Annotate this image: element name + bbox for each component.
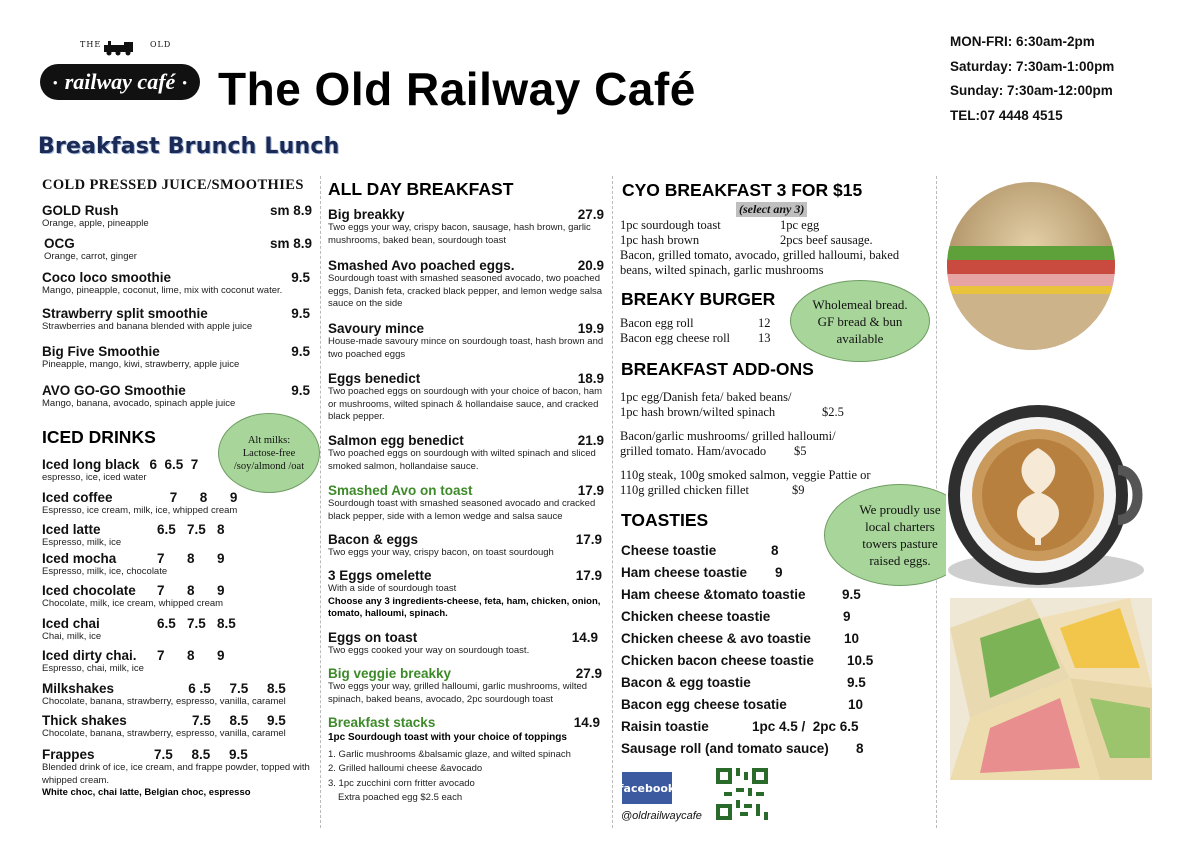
toastie-price: 9 (775, 565, 783, 580)
item-desc: 1pc Sourdough toast with your choice of toppings (328, 732, 567, 743)
toastie-price: 8 (856, 741, 864, 756)
addon-price: $2.5 (822, 405, 844, 419)
item-price: 18.9 (577, 371, 604, 386)
item-price: 7.5 8.5 9.5 (154, 747, 248, 762)
item-desc: Two eggs cooked your way on sourdough toast. (328, 645, 530, 656)
addon-line (620, 483, 805, 498)
toastie-item: Bacon egg cheese tosatie (621, 697, 787, 712)
item-name: GOLD Rush (42, 203, 119, 218)
item-desc: Orange, carrot, ginger (44, 251, 137, 262)
addon-line (620, 405, 844, 420)
item-price: sm 8.9 (269, 203, 312, 218)
item-price: 7 8 9 (157, 551, 225, 566)
item-price: 14.9 (571, 630, 598, 645)
item-desc: Sourdough toast with smashed seasoned avocado and cracked black pepper, side with a lemon wedge and salsa sauce (328, 498, 596, 522)
item-price: 9.5 (291, 383, 310, 398)
iced-item (42, 490, 237, 518)
item-name: Strawberry split smoothie (42, 306, 208, 321)
juice-item (42, 306, 310, 334)
iced-item (42, 457, 198, 485)
item-name: Bacon & eggs (328, 532, 419, 547)
cyo-extra: Bacon, grilled tomato, avocado, grilled halloumi, baked beans, wilted spinach, garlic mushrooms (620, 248, 900, 277)
item-desc: Chocolate, banana, strawberry, espresso, vanilla, caramel (42, 696, 286, 707)
toastie-item: Ham cheese &tomato toastie (621, 587, 806, 602)
toastie-item: Cheese toastie (621, 543, 717, 558)
toastie-photo (950, 598, 1152, 780)
breakfast-heading: ALL DAY BREAKFAST (328, 179, 514, 199)
addon-price: $9 (792, 483, 805, 497)
breakfast-item (328, 568, 602, 621)
item-desc: Two eggs your way, grilled halloumi, garlic mushrooms, wilted spinach, baked beans, avocado, 2pc sourdough toast (328, 681, 588, 705)
bread-bubble-text: Wholemeal bread. GF bread & bun available (812, 296, 908, 346)
alt-milks-text: Alt milks: Lactose-free /soy/almond /oat (233, 434, 305, 472)
iced-item (42, 747, 314, 800)
bread-bubble (790, 280, 930, 362)
qr-code-icon[interactable] (716, 768, 768, 820)
logo-name: railway café (64, 69, 176, 94)
item-name: Iced mocha (42, 551, 117, 566)
breakfast-item (328, 715, 600, 805)
latte-photo (946, 400, 1146, 590)
iced-item (42, 551, 225, 579)
item-desc: Chai, milk, ice (42, 631, 102, 642)
train-icon (100, 40, 140, 56)
item-name: Eggs benedict (328, 371, 421, 386)
toasties-heading: TOASTIES (621, 510, 709, 530)
burger-heading: BREAKY BURGER (621, 289, 776, 309)
iced-item (42, 583, 225, 611)
item-desc (328, 386, 604, 424)
menu-subtitle: Breakfast Brunch Lunch (38, 134, 340, 159)
item-name: AVO GO-GO Smoothie (42, 383, 186, 398)
item-price: 6 .5 7.5 8.5 (188, 681, 286, 696)
item-name: Big veggie breakky (328, 666, 452, 681)
eggs-bubble-text: We proudly use local charters towers pasture raised eggs. (859, 502, 941, 568)
toastie-price: 9 (843, 609, 851, 624)
addon-line (620, 444, 807, 459)
item-price: 21.9 (577, 433, 604, 448)
juice-item (42, 383, 310, 411)
cyo-select-label: (select any 3) (736, 202, 807, 217)
item-name: Smashed Avo poached eggs. (328, 258, 515, 273)
cyo-line (620, 218, 819, 233)
stack-option: 1. Garlic mushrooms &balsamic glaze, and wilted spinach (328, 748, 571, 760)
item-price: 9.5 (291, 306, 310, 321)
item-name: Eggs on toast (328, 630, 418, 645)
cyo-option: 1pc egg (780, 218, 820, 232)
item-price: 27.9 (575, 666, 602, 681)
item-desc: Mango, pineapple, coconut, lime, mix with coconut water. (42, 285, 283, 296)
breakfast-item (328, 433, 604, 473)
item-desc: Mango, banana, avocado, spinach apple juice (42, 398, 236, 409)
item-desc: Two poached eggs on sourdough with wilted spinach and sliced smoked salmon, hollandaise sauce. (328, 448, 596, 472)
iced-item (42, 522, 225, 550)
item-desc: Chocolate, milk, ice cream, whipped cream (42, 598, 224, 609)
iced-item (42, 681, 286, 709)
item-price: 9.5 (291, 270, 310, 285)
item-desc: Sourdough toast with smashed seasoned avocado, two poached eggs, Danish feta, cracked black pepper, and lemon wedge salsa sauce on the side (328, 273, 603, 309)
breakfast-item (328, 371, 604, 424)
item-price: 7 8 9 (157, 648, 225, 663)
stack-option: 2. Grilled halloumi cheese &avocado (328, 763, 483, 774)
toastie-price: 1pc 4.5 / 2pc 6.5 (752, 719, 859, 734)
juice-item (42, 270, 310, 298)
item-desc: Espresso, chai, milk, ice (42, 663, 144, 674)
item-price: 19.9 (577, 321, 604, 336)
addon-price: $5 (794, 444, 807, 458)
breakfast-item (328, 630, 598, 658)
logo-banner: ● railway café ● (40, 64, 200, 100)
item-price: 13 (758, 331, 771, 345)
addons-heading: BREAKFAST ADD-ONS (621, 359, 814, 379)
item-desc-text: Two poached eggs on sourdough with your choice of bacon, ham or mushrooms, wilted spinach & hollandaise sauce, and cracked black pepper. (328, 386, 603, 422)
logo-small-text: THE (80, 40, 102, 49)
toastie-price: 10 (844, 631, 860, 646)
juice-item (44, 236, 312, 264)
item-desc: espresso, ice, iced water (42, 472, 147, 483)
iced-item (42, 616, 236, 644)
item-name: Iced latte (42, 522, 101, 537)
item-desc: Espresso, ice cream, milk, ice, whipped cream (42, 505, 238, 516)
toastie-price: 9.5 (847, 675, 866, 690)
item-desc-choice: Choose any 3 ingredients-cheese, feta, ham, chicken, onion, tomato, halloumi, spinach. (328, 595, 601, 619)
item-desc: Chocolate, banana, strawberry, espresso, vanilla, caramel (42, 728, 286, 739)
toastie-item: Ham cheese toastie (621, 565, 748, 580)
item-name: Big breakky (328, 207, 405, 222)
stack-extra: Extra poached egg $2.5 each (338, 792, 463, 803)
column-divider (612, 176, 613, 828)
breakfast-item (328, 666, 602, 706)
item-name: Thick shakes (42, 713, 127, 728)
cyo-line (620, 233, 873, 248)
item-desc: Espresso, milk, ice, chocolate (42, 566, 168, 577)
hours-line: Saturday: 7:30am-1:00pm (950, 58, 1115, 74)
item-price: 17.9 (575, 532, 602, 547)
item-price: sm 8.9 (269, 236, 312, 251)
frappe-flavours: White choc, chai latte, Belgian choc, espresso (42, 787, 251, 798)
item-price: 27.9 (577, 207, 604, 222)
iced-item (42, 648, 225, 676)
item-price: 7 8 9 (157, 583, 225, 598)
cyo-option: 1pc sourdough toast (620, 218, 721, 232)
iced-heading: ICED DRINKS (42, 427, 156, 447)
item-desc: Two eggs your way, crispy bacon, on toast sourdough (328, 547, 554, 558)
item-price: 20.9 (577, 258, 604, 273)
addon-text: 110g grilled chicken fillet (620, 483, 750, 497)
toastie-item: Chicken cheese toastie (621, 609, 771, 624)
item-name: Iced long black (42, 457, 140, 472)
addon-text: grilled tomato. Ham/avocado (620, 444, 767, 458)
addon-line: Bacon/garlic mushrooms/ grilled halloumi/ (620, 429, 836, 443)
item-desc: Orange, apple, pineapple (42, 218, 149, 229)
item-price: 17.9 (575, 568, 602, 583)
addon-text: 1pc hash brown/wilted spinach (620, 405, 776, 419)
cyo-option: 1pc hash brown (620, 233, 700, 247)
item-price: 17.9 (577, 483, 604, 498)
item-name: Bacon egg roll (620, 316, 694, 330)
breakfast-item (328, 207, 604, 247)
item-name: Breakfast stacks (328, 715, 436, 730)
item-name: OCG (44, 236, 75, 251)
item-desc: Espresso, milk, ice (42, 537, 122, 548)
item-name: Big Five Smoothie (42, 344, 160, 359)
item-desc: With a side of sourdough toast (328, 583, 457, 594)
item-price: 7.5 8.5 9.5 (191, 713, 286, 728)
item-desc: House-made savoury mince on sourdough toast, hash brown and two poached eggs (328, 336, 604, 360)
item-desc: Pineapple, mango, kiwi, strawberry, apple juice (42, 359, 240, 370)
item-name: Salmon egg benedict (328, 433, 464, 448)
item-name: Milkshakes (42, 681, 115, 696)
breakfast-item (328, 258, 604, 311)
toastie-item: Chicken cheese & avo toastie (621, 631, 811, 646)
alt-milks-bubble (218, 413, 320, 493)
item-price: 9.5 (291, 344, 310, 359)
iced-item (42, 713, 286, 741)
hours-line: Sunday: 7:30am-12:00pm (950, 83, 1113, 98)
facebook-icon[interactable] (618, 772, 676, 804)
item-name: Iced dirty chai. (42, 648, 137, 663)
toastie-item: Bacon & egg toastie (621, 675, 751, 690)
juice-heading: COLD PRESSED JUICE/SMOOTHIES (42, 177, 304, 193)
item-price: 7 8 9 (169, 490, 238, 505)
social-handle[interactable]: @oldrailwaycafe (621, 810, 702, 822)
breakfast-item (328, 532, 602, 560)
item-desc: Strawberries and banana blended with apple juice (42, 321, 253, 332)
item-price: 6.5 7.5 8 (157, 522, 225, 537)
burger-item (620, 316, 771, 331)
hours-line: MON-FRI: 6:30am-2pm (950, 34, 1095, 49)
column-divider (320, 176, 321, 828)
item-name: Savoury mince (328, 321, 425, 336)
toastie-price: 10 (848, 697, 864, 712)
breakfast-item (328, 483, 604, 523)
toastie-item: Chicken bacon cheese toastie (621, 653, 814, 668)
item-name: Bacon egg cheese roll (620, 331, 731, 345)
toastie-price: 10.5 (847, 653, 874, 668)
juice-item (42, 344, 310, 372)
toastie-item: Sausage roll (and tomato sauce) (621, 741, 829, 756)
cafe-logo (40, 40, 202, 106)
juice-item (42, 203, 312, 231)
toastie-item: Raisin toastie (621, 719, 709, 734)
item-name: 3 Eggs omelette (328, 568, 432, 583)
phone-number: TEL:07 4448 4515 (950, 107, 1063, 123)
item-desc: Blended drink of ice, ice cream, and frappe powder, topped with whipped cream. (42, 762, 310, 786)
addon-line: 110g steak, 100g smoked salmon, veggie Pattie or (620, 468, 871, 482)
toastie-price: 9.5 (842, 587, 861, 602)
item-name: Iced chai (42, 616, 100, 631)
item-price: 6.5 7.5 8.5 (157, 616, 236, 631)
toastie-price: 8 (771, 543, 779, 558)
addon-line: 1pc egg/Danish feta/ baked beans/ (620, 390, 792, 404)
page-title: The Old Railway Café (218, 63, 696, 115)
cyo-option: 2pcs beef sausage. (780, 233, 873, 247)
burger-item (620, 331, 771, 346)
item-price: 12 (758, 316, 771, 330)
item-desc: Two eggs your way, crispy bacon, sausage, hash brown, garlic mushrooms, baked bean, sourdough toast (328, 222, 591, 246)
breakfast-item (328, 321, 604, 361)
facebook-label: facebook (618, 781, 676, 795)
stack-option: 3. 1pc zucchini corn fritter avocado (328, 777, 475, 789)
item-price: 14.9 (573, 715, 600, 730)
item-name: Iced coffee (42, 490, 113, 505)
sandwich-photo (946, 178, 1116, 354)
item-name: Smashed Avo on toast (328, 483, 473, 498)
item-name: Coco loco smoothie (42, 270, 172, 285)
item-name: Frappes (42, 747, 95, 762)
logo-small-text: OLD (150, 40, 172, 49)
opening-hours (950, 30, 1114, 128)
cyo-heading: CYO BREAKFAST 3 FOR $15 (622, 180, 863, 200)
item-price: 6 6.5 7 (149, 457, 199, 472)
item-name: Iced chocolate (42, 583, 136, 598)
